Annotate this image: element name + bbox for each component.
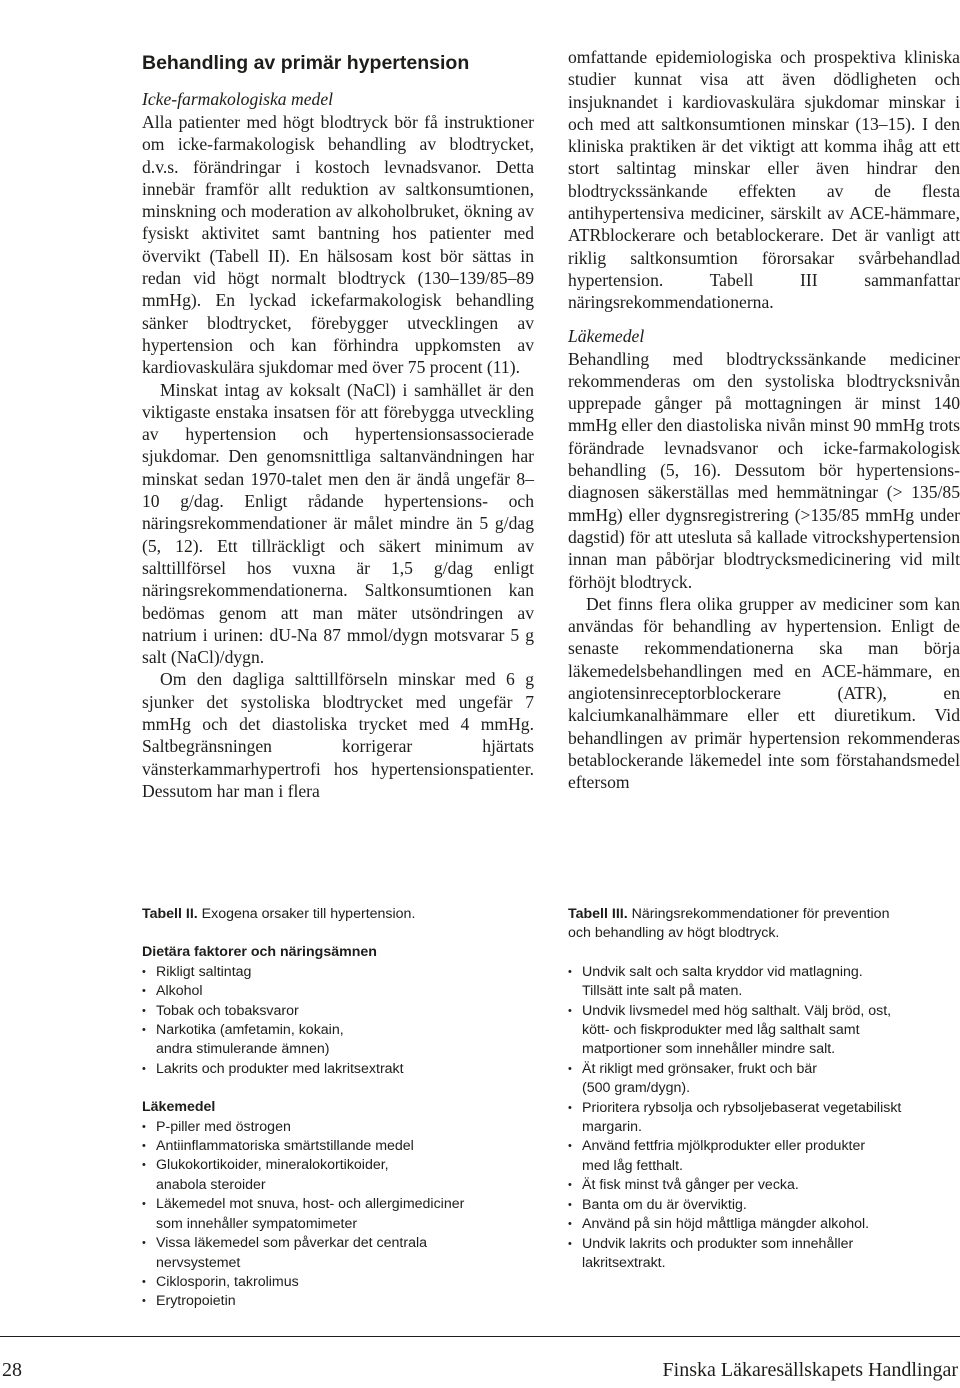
paragraph-6: Det finns flera olika grupper av mediciner som kan användas för behandling av hypertension. Enligt de senaste rekommendationerna ska man börja läkemedelsbehandlingen med en ACE-hämmare, en angiotensinreceptorblockerare (ATR), en kalciumkanalhämmare eller ett diuretikum. Vid behandlingen av primär hypertension rekommenderas betablockerande läkemedel inte som förstahandsmedel eftersom xyxy=(568,593,960,793)
list-item: • Ät rikligt med grönsaker, frukt och bär (500 gram/dygn). xyxy=(568,1060,960,1099)
table-2-label: Tabell II. xyxy=(142,906,198,922)
right-column xyxy=(568,46,960,794)
left-column xyxy=(142,46,534,802)
list-item: • Antiinflammatoriska smärtstillande medel xyxy=(142,1137,542,1156)
list-item: • Undvik lakrits och produkter som innehåller lakritsextrakt. xyxy=(568,1235,960,1274)
paragraph-4: omfattande epidemiologiska och prospektiva kliniska studier kunnat visa att även dödligheten och insjuknandet i kardiovaskulära sjukdomar minskar i och med att saltkonsumtionen minskar (13–15). I den kliniska praktiken är det viktigt att komma ihåg att ett stort saltintag minskar eller även hindrar den blodtryckssänkande effekten av de flesta antihypertensiva mediciner, särskilt av ACE-hämmare, ATRblockerare och betablockerare. Det är vanligt att riklig saltkonsumtion förorsakar svårbehandlad hypertension. Tabell III sammanfattar näringsrekommendationerna. xyxy=(568,47,960,313)
table-2-section-diet: Dietära faktorer och näringsämnen xyxy=(142,944,377,961)
paragraph-3: Om den dagliga salttillförseln minskar med 6 g sjunker det systoliska blodtrycket med ungefär 7 mmHg och det diastoliska trycket med 4 mmHg. Saltbegränsningen korrigerar hjärtats vänsterkammarhypertrofi hos hypertensionspatienter. Dessutom har man i flera xyxy=(142,669,534,801)
table-2-diet-list xyxy=(142,963,542,1079)
paragraph-2: Minskat intag av koksalt (NaCl) i samhället är den viktigaste enstaka insatsen för att förebygga utveckling av hypertension och hypertensionsassocierade sjukdomar. Den genomsnittliga saltanvändningen har minskat sedan 1970-talet men den är ändå ungefär 8–10 g/dag. Enligt rådande hypertensions- och näringsrekommendationer är målet mindre än 5 g/dag (5, 12). Ett tillräckligt och säkert minimum av salttillförsel hos vuxna är 1,5 g/dag enligt näringsrekommendationerna. Saltkonsumtionen kan bedömas genom att man mäter utsöndringen av natrium i urinen: dU-Na 87 mmol/dygn motsvarar 5 g salt (NaCl)/dygn. xyxy=(142,379,534,668)
footer-rule xyxy=(0,1336,960,1337)
list-item: • Rikligt saltintag xyxy=(142,963,542,982)
list-item: • Undvik livsmedel med hög salthalt. Välj bröd, ost, kött- och fiskprodukter med låg salthalt samt matportioner som innehåller mindre salt. xyxy=(568,1002,960,1060)
table-3-caption xyxy=(568,905,960,944)
page-number: 28 xyxy=(2,1359,22,1381)
list-item: • Läkemedel mot snuva, host- och allergimediciner som innehåller sympatomimeter xyxy=(142,1195,542,1234)
list-item: • Tobak och tobaksvaror xyxy=(142,1002,542,1021)
list-item: • Använd på sin höjd måttliga mängder alkohol. xyxy=(568,1215,960,1234)
section-heading: Behandling av primär hypertension xyxy=(142,52,470,74)
list-item: • P-piller med östrogen xyxy=(142,1118,542,1137)
paragraph-5: Behandling med blodtryckssänkande mediciner rekommenderas om den systoliska blodtrycksnivån upprepade gånger på mottagningen är minst 140 mmHg eller den diastoliska nivån minst 90 mmHg trots förändrade levnadsvanor och icke-farmakologisk behandling (5, 16). Dessutom bör hypertensionsdiagnosen säkerställas med hemmätningar (> 135/85 mmHg) eller dygnsregistrering (>135/85 mmHg under dagstid) för att utesluta så kallade vitrockshypertension innan man påbörjar blodtrycksmedicinering vid milt förhöjt blodtryck. xyxy=(568,348,960,592)
table-2-medication-list xyxy=(142,1118,542,1312)
table-3-list xyxy=(568,963,960,1274)
subheading-medication: Läkemedel xyxy=(568,325,645,346)
list-item: • Alkohol xyxy=(142,982,542,1001)
list-item: • Banta om du är överviktig. xyxy=(568,1196,960,1215)
list-item: • Narkotika (amfetamin, kokain, andra stimulerande ämnen) xyxy=(142,1021,542,1060)
list-item: • Glukokortikoider, mineralokortikoider, anabola steroider xyxy=(142,1156,542,1195)
list-item: • Vissa läkemedel som påverkar det centrala nervsystemet xyxy=(142,1234,542,1273)
journal-title: Finska Läkaresällskapets Handlingar xyxy=(662,1359,958,1381)
list-item: • Lakrits och produkter med lakritsextrakt xyxy=(142,1060,542,1079)
table-3-label: Tabell III. xyxy=(568,906,628,922)
list-item: • Ät fisk minst två gånger per vecka. xyxy=(568,1176,960,1195)
table-2-section-medication: Läkemedel xyxy=(142,1099,216,1116)
list-item: • Använd fettfria mjölkprodukter eller produkter med låg fetthalt. xyxy=(568,1137,960,1176)
list-item: • Erytropoietin xyxy=(142,1292,542,1311)
table-2-caption xyxy=(142,905,542,924)
list-item: • Undvik salt och salta kryddor vid matlagning. Tillsätt inte salt på maten. xyxy=(568,963,960,1002)
table-3-caption-text: Näringsrekommendationer för prevention och behandling av högt blodtryck. xyxy=(568,906,890,942)
subheading-nonpharmacological: Icke-farmakologiska medel xyxy=(142,89,334,109)
list-item: • Prioritera rybsolja och rybsoljebaserat vegetabiliskt margarin. xyxy=(568,1099,960,1138)
table-2-caption-text: Exogena orsaker till hypertension. xyxy=(197,906,416,922)
paragraph-1: Alla patienter med högt blodtryck bör få instruktioner om icke-farmakologisk behandling av blodtrycket, d.v.s. förändringar i kostoch levnadsvanor. Detta innebär framför allt reduktion av saltkonsumtionen, minskning och moderation av alkoholbruket, ökning av fysiskt aktivitet samt bantning hos patienter med övervikt (Tabell II). En hälsosam kost bör sättas in redan vid högt normalt blodtryck (130–139/85–89 mmHg). En lyckad ickefarmakologisk behandling sänker blodtrycket, förebygger utvecklingen av hypertension och kan förhindra uppkomsten av kardiovaskulära sjukdomar med över 75 procent (11). xyxy=(142,112,534,378)
table-3 xyxy=(568,905,960,1273)
table-2 xyxy=(142,905,542,1312)
list-item: • Ciklosporin, takrolimus xyxy=(142,1273,542,1292)
